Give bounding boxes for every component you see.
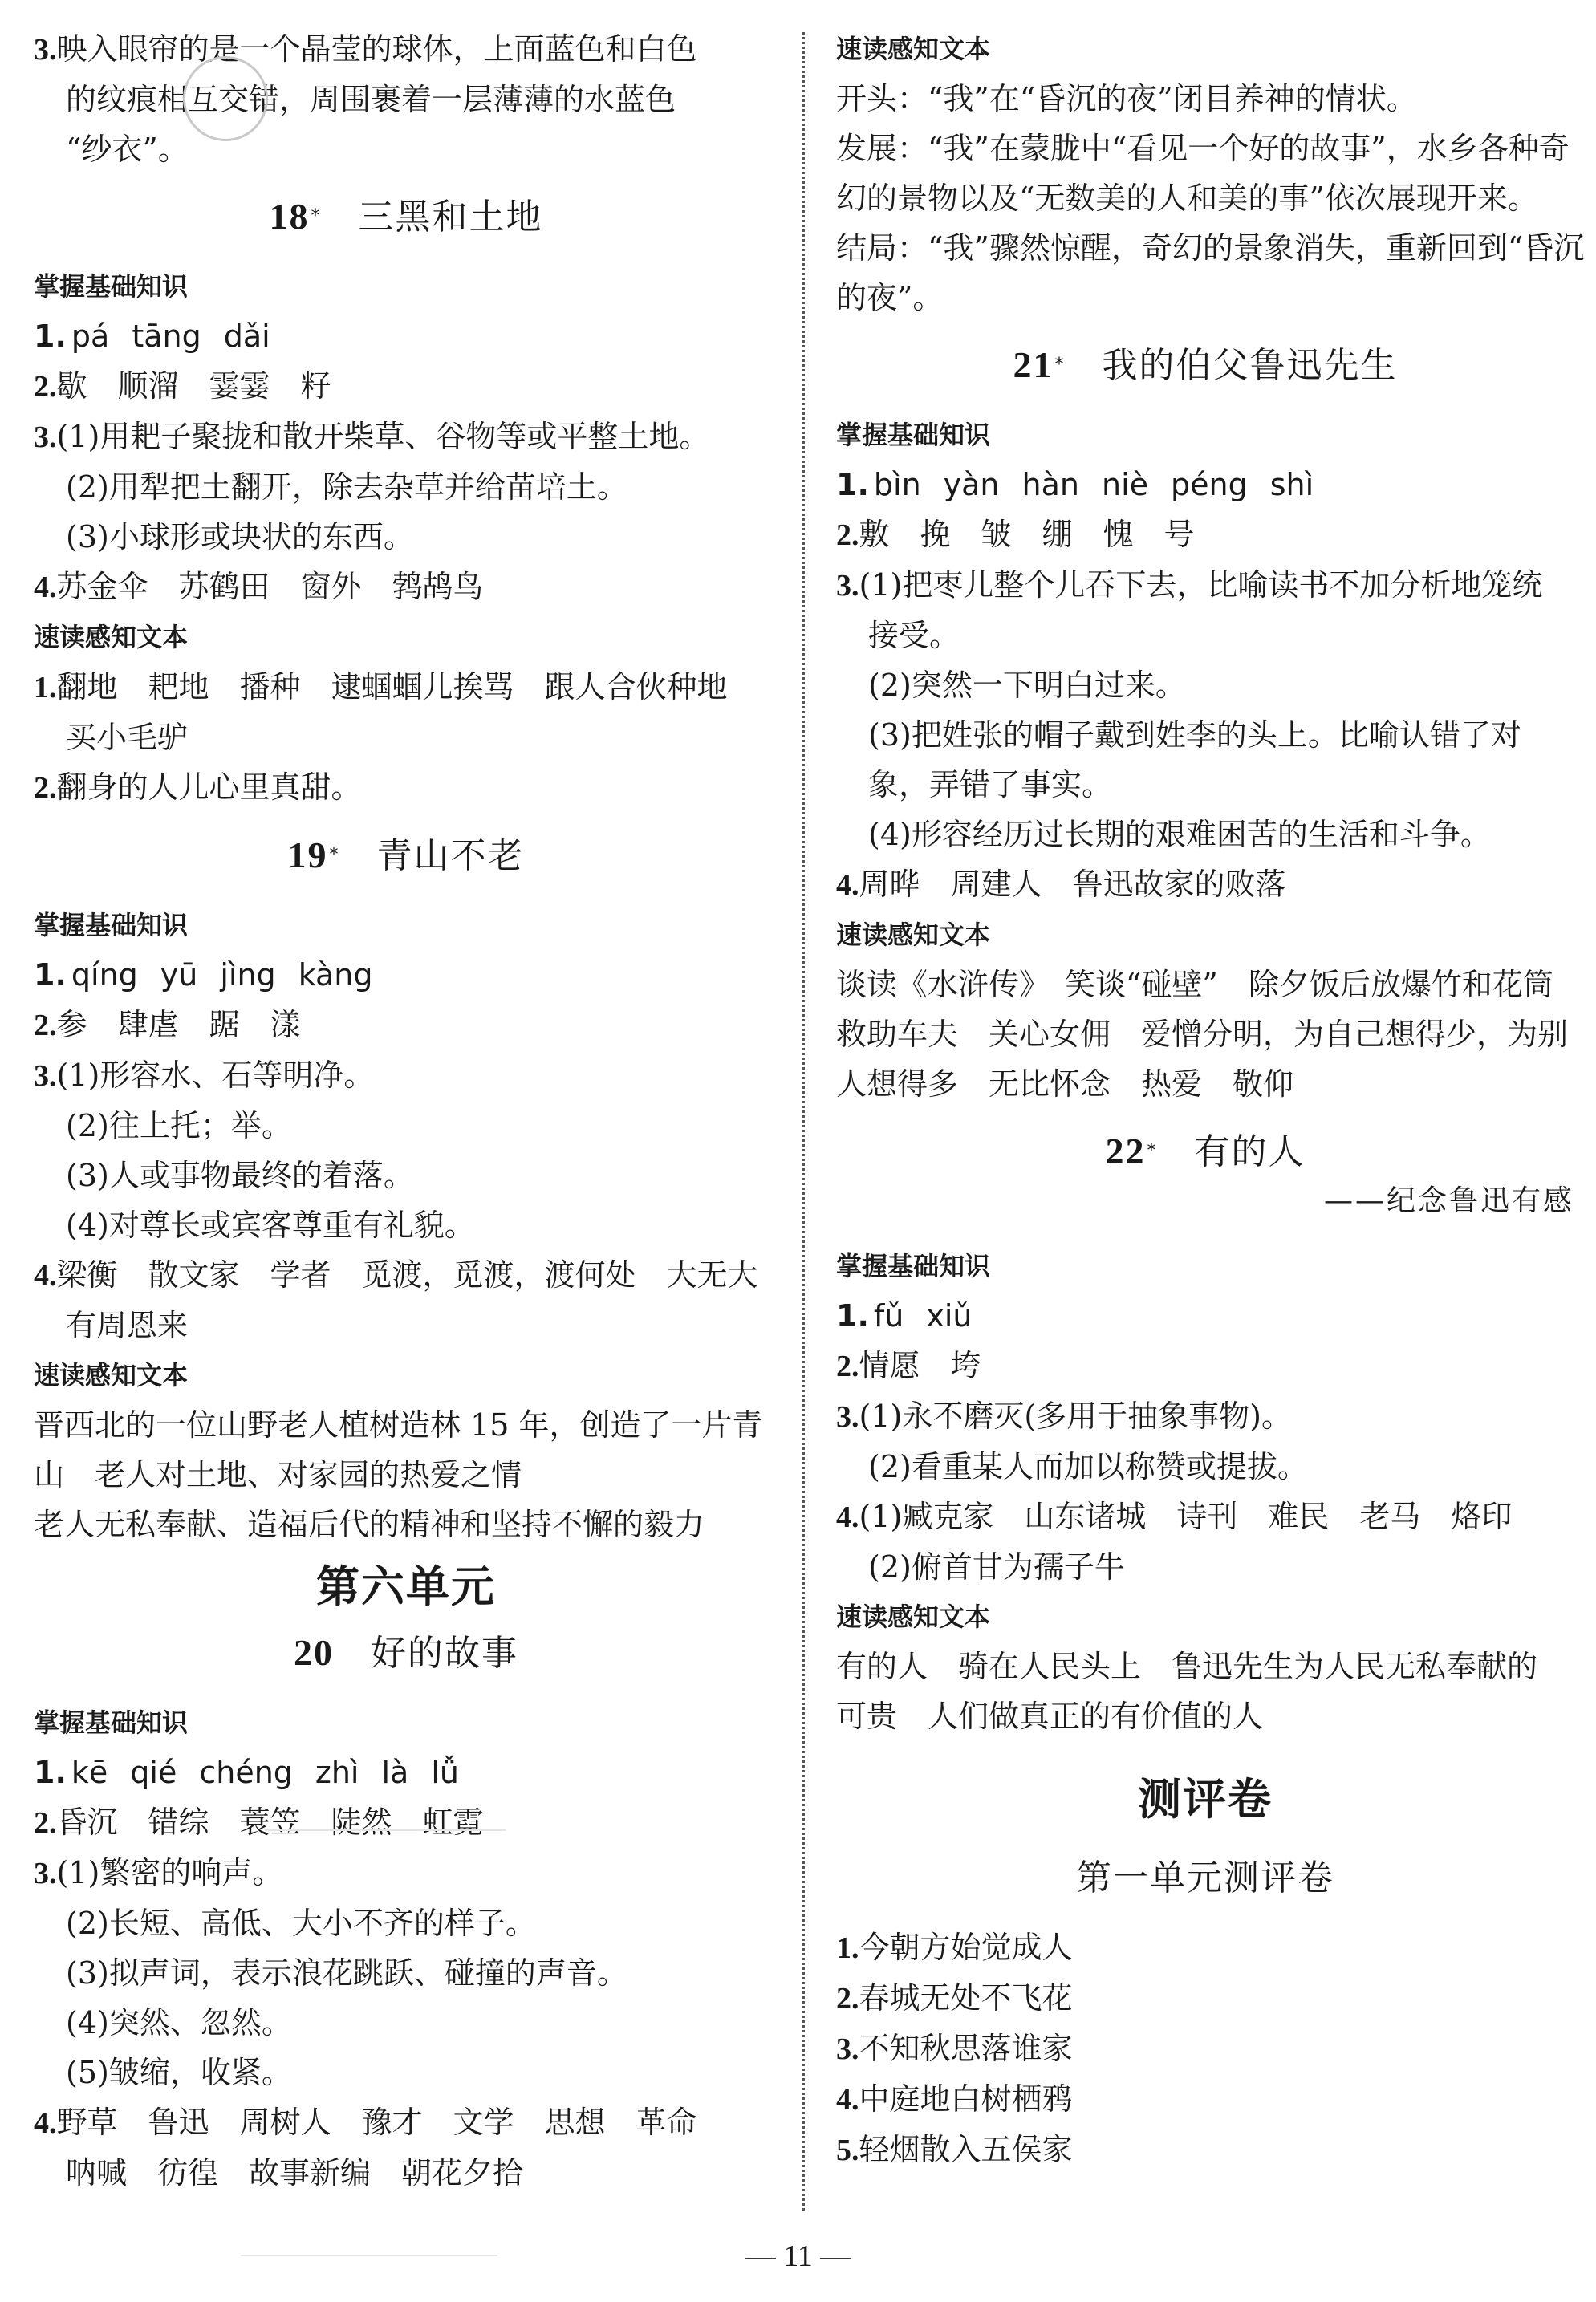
section-heading: 掌握基础知识: [836, 420, 991, 450]
answer-line: (5)皱缩，收紧。: [66, 2055, 292, 2090]
answer-line: 3.(1)永不磨灭(多用于抽象事物)。: [836, 1399, 1292, 1434]
answer-line: 2.翻身的人儿心里真甜。: [34, 769, 362, 805]
section-heading: 掌握基础知识: [34, 1707, 189, 1738]
answer-line: 幻的景物以及“无数美的人和美的事”依次展现开来。: [836, 181, 1538, 216]
answer-line: 1. qíng yū jìng kàng: [34, 957, 373, 993]
answer-line: 发展：“我”在蒙胧中“看见一个好的故事”，水乡各种奇: [836, 131, 1570, 166]
answer-line: 1. fǔ xiǔ: [836, 1298, 973, 1334]
answer-line: 2.敷 挽 皱 绷 愧 号: [836, 517, 1195, 552]
answer-line: 2.参 肆虐 踞 漾: [34, 1007, 301, 1042]
answer-line: (2)长短、高低、大小不齐的样子。: [66, 1906, 536, 1941]
watermark-icon: [265, 1765, 506, 1831]
answer-line: 呐喊 彷徨 故事新编 朝花夕拾: [66, 2155, 524, 2190]
answer-line: 接受。: [868, 618, 960, 653]
answer-line: 晋西北的一位山野老人植树造林 15 年，创造了一片青: [34, 1407, 763, 1443]
answer-line: 老人无私奉献、造福后代的精神和坚持不懈的毅力: [34, 1507, 705, 1542]
section-heading: 掌握基础知识: [34, 910, 189, 940]
answer-line: 1. bìn yàn hàn niè péng shì: [836, 467, 1314, 502]
section-heading: 掌握基础知识: [836, 1251, 991, 1281]
answer-line: 救助车夫 关心女佣 爱憎分明，为自己想得少，为别: [836, 1017, 1569, 1052]
answer-line: 2.歇 顺溜 霎霎 籽: [34, 368, 331, 404]
answer-line: (3)人或事物最终的着落。: [66, 1158, 414, 1193]
answer-line: (2)往上托；举。: [66, 1108, 292, 1143]
exam-item: 4.中庭地白树栖鸦: [836, 2081, 1073, 2117]
answer-line: 的纹痕相互交错，周围裹着一层薄薄的水蓝色: [66, 82, 676, 117]
answer-line: 买小毛驴: [66, 720, 189, 755]
answer-line: 3.(1)形容水、石等明净。: [34, 1058, 375, 1093]
section-heading: 速读感知文本: [836, 34, 991, 64]
exam-item: 5.轻烟散入五侯家: [836, 2132, 1073, 2167]
answer-line: 4.野草 鲁迅 周树人 豫才 文学 思想 革命: [34, 2105, 697, 2140]
watermark-stamp-icon: [183, 56, 268, 141]
answer-line: 人想得多 无比怀念 热爱 敬仰: [836, 1066, 1294, 1102]
exam-item: 3.不知秋思落谁家: [836, 2031, 1073, 2066]
lesson-subtitle: ——纪念鲁迅有感: [1323, 1184, 1574, 1217]
answer-line: 3.(1)把枣儿整个儿吞下去，比喻读书不加分析地笼统: [836, 567, 1543, 603]
answer-line: (2)突然一下明白过来。: [868, 668, 1186, 703]
answer-line: 3.(1)繁密的响声。: [34, 1855, 283, 1890]
lesson-title-20: 20 好的故事: [294, 1632, 518, 1674]
left-column: [34, 24, 778, 2198]
answer-line: 可贵 人们做真正的有价值的人: [836, 1699, 1264, 1734]
answer-line: 4.周晔 周建人 鲁迅故家的败落: [836, 867, 1286, 902]
lesson-title-21: 21* 我的伯父鲁迅先生: [1013, 344, 1398, 386]
answer-line: (4)突然、忽然。: [66, 2005, 292, 2040]
answer-line: (3)拟声词，表示浪花跳跃、碰撞的声音。: [66, 1955, 627, 1991]
answer-line: 3.(1)用耙子聚拢和散开柴草、谷物等或平整土地。: [34, 419, 710, 454]
section-heading: 速读感知文本: [34, 622, 189, 652]
section-heading: 掌握基础知识: [34, 271, 189, 302]
answer-line: 2.昏沉 错综 蓑笠 陡然 虹霓: [34, 1805, 484, 1840]
answer-line: (4)形容经历过长期的艰难困苦的生活和斗争。: [868, 817, 1491, 852]
answer-line: 象，弄错了事实。: [868, 767, 1113, 802]
section-heading: 速读感知文本: [836, 920, 991, 950]
answer-line: (2)俯首甘为孺子牛: [868, 1549, 1125, 1585]
answer-line: 1. kē qié chéng zhì là lǚ: [34, 1755, 459, 1790]
answer-line: 结局：“我”骤然惊醒，奇幻的景象消失，重新回到“昏沉: [836, 230, 1585, 266]
answer-line: (2)看重某人而加以称赞或提拔。: [868, 1449, 1308, 1484]
answer-line: 4.(1)臧克家 山东诸城 诗刊 难民 老马 烙印: [836, 1499, 1513, 1534]
answer-line: 开头：“我”在“昏沉的夜”闭目养神的情状。: [836, 81, 1417, 116]
answer-line: (2)用犁把土翻开，除去杂草并给苗培土。: [66, 469, 627, 505]
right-column: [836, 24, 1585, 2175]
answer-line: 有周恩来: [66, 1308, 189, 1343]
answer-line: 2.情愿 垮: [836, 1348, 981, 1383]
lesson-title-19: 19* 青山不老: [287, 834, 525, 876]
answer-line: 4.苏金伞 苏鹤田 窗外 鹁鸪鸟: [34, 569, 484, 604]
answer-line: 3.映入眼帘的是一个晶莹的球体，上面蓝色和白色: [34, 31, 697, 67]
answer-line: (3)把姓张的帽子戴到姓李的头上。比喻认错了对: [868, 717, 1521, 753]
lesson-title-18: 18* 三黑和土地: [269, 196, 543, 238]
exam-item: 1.今朝方始觉成人: [836, 1930, 1073, 1965]
answer-line: 1.翻地 耙地 播种 逮蝈蝈儿挨骂 跟人合伙种地: [34, 669, 728, 704]
answer-line: 1. pá tāng dǎi: [34, 319, 270, 354]
answer-line: (4)对尊长或宾客尊重有礼貌。: [66, 1208, 475, 1243]
exam-subtitle: 第一单元测评卷: [1076, 1857, 1334, 1898]
exam-item: 2.春城无处不飞花: [836, 1980, 1073, 2016]
lesson-title-22: 22* 有的人: [1105, 1131, 1306, 1172]
unit-title: 第六单元: [316, 1561, 496, 1612]
answer-line: 有的人 骑在人民头上 鲁迅先生为人民无私奉献的: [836, 1649, 1538, 1684]
section-heading: 速读感知文本: [836, 1602, 991, 1632]
section-heading: 速读感知文本: [34, 1360, 189, 1391]
answer-line: 山 老人对土地、对家园的热爱之情: [34, 1457, 522, 1492]
answer-line: 4.梁衡 散文家 学者 觅渡，觅渡，渡何处 大无大: [34, 1257, 758, 1293]
page-number: — 11 —: [745, 2239, 851, 2273]
column-divider: [802, 32, 805, 2211]
answer-line: 谈读《水浒传》 笑谈“碰壁” 除夕饭后放爆竹和花筒: [836, 967, 1553, 1002]
answer-line: “纱衣”。: [66, 132, 189, 167]
answer-line: (3)小球形或块状的东西。: [66, 519, 414, 554]
answer-line: 的夜”。: [836, 280, 944, 315]
exam-title: 测评卷: [1138, 1774, 1273, 1825]
